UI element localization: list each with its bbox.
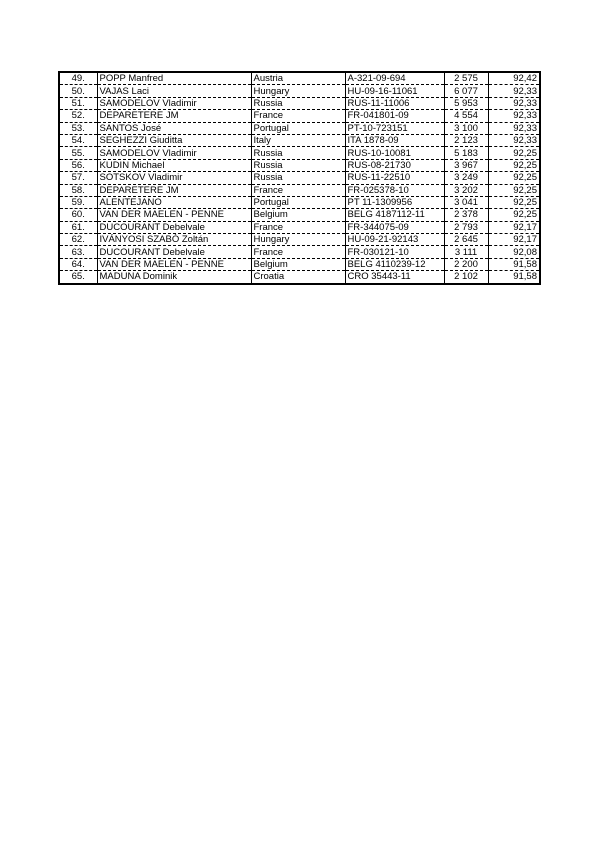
fancier-name-cell: DUCOURANT Debelvale [97, 246, 251, 258]
table-row [59, 97, 540, 109]
rank-cell: 49. [59, 72, 97, 85]
distance-cell: 3 202 [444, 184, 488, 196]
table-row [59, 110, 540, 122]
country-cell: Italy [251, 134, 345, 146]
ring-number-cell: CRO 35443-11 [345, 271, 444, 284]
rank-cell: 56. [59, 159, 97, 171]
speed-cell: 92,25 [488, 172, 540, 184]
table-row [59, 122, 540, 134]
speed-cell: 92,42 [488, 72, 540, 85]
fancier-name-cell: SAMODELOV Vladimir [97, 97, 251, 109]
ring-number-cell: RUS-11-11006 [345, 97, 444, 109]
ring-number-cell: FR-025378-10 [345, 184, 444, 196]
fancier-name-cell: IVÁNYOSI SZABÓ Zoltán [97, 234, 251, 246]
country-cell: Russia [251, 147, 345, 159]
country-cell: Belgium [251, 258, 345, 270]
rank-cell: 63. [59, 246, 97, 258]
ring-number-cell: FR-030121-10 [345, 246, 444, 258]
ring-number-cell: PT-10-723151 [345, 122, 444, 134]
fancier-name-cell: VAJAS Laci [97, 85, 251, 97]
rank-cell: 54. [59, 134, 97, 146]
ring-number-cell: RUS-10-10081 [345, 147, 444, 159]
results-table-body [59, 72, 540, 284]
country-cell: Russia [251, 159, 345, 171]
rank-cell: 53. [59, 122, 97, 134]
ring-number-cell: HU-09-16-11061 [345, 85, 444, 97]
country-cell: Russia [251, 97, 345, 109]
table-row [59, 221, 540, 233]
distance-cell: 6 077 [444, 85, 488, 97]
fancier-name-cell: SANTOS José [97, 122, 251, 134]
ring-number-cell: ITA 1878-09 [345, 134, 444, 146]
speed-cell: 92,33 [488, 134, 540, 146]
fancier-name-cell: DEPARETERE JM [97, 110, 251, 122]
ring-number-cell: RUS-08-21730 [345, 159, 444, 171]
distance-cell: 3 111 [444, 246, 488, 258]
fancier-name-cell: DEPARETERE JM [97, 184, 251, 196]
speed-cell: 92,25 [488, 159, 540, 171]
fancier-name-cell: SOTSKOV Vladimir [97, 172, 251, 184]
ring-number-cell: BELG 4110239-12 [345, 258, 444, 270]
ring-number-cell: FR-041801-09 [345, 110, 444, 122]
rank-cell: 57. [59, 172, 97, 184]
table-row [59, 209, 540, 221]
distance-cell: 2 200 [444, 258, 488, 270]
rank-cell: 50. [59, 85, 97, 97]
ring-number-cell: PT 11-1309956 [345, 196, 444, 208]
results-table [58, 71, 541, 285]
country-cell: France [251, 110, 345, 122]
speed-cell: 92,25 [488, 184, 540, 196]
distance-cell: 3 249 [444, 172, 488, 184]
table-row [59, 72, 540, 85]
ring-number-cell: A-321-09-694 [345, 72, 444, 85]
fancier-name-cell: DUCOURANT Debelvale [97, 221, 251, 233]
country-cell: Belgium [251, 209, 345, 221]
speed-cell: 92,17 [488, 221, 540, 233]
country-cell: Portugal [251, 196, 345, 208]
distance-cell: 2 378 [444, 209, 488, 221]
country-cell: Portugal [251, 122, 345, 134]
rank-cell: 51. [59, 97, 97, 109]
distance-cell: 2 123 [444, 134, 488, 146]
rank-cell: 62. [59, 234, 97, 246]
speed-cell: 92,33 [488, 110, 540, 122]
speed-cell: 92,33 [488, 85, 540, 97]
speed-cell: 92,25 [488, 147, 540, 159]
ring-number-cell: RUS-11-22510 [345, 172, 444, 184]
fancier-name-cell: SEGHEZZI Giuditta [97, 134, 251, 146]
speed-cell: 92,33 [488, 122, 540, 134]
distance-cell: 2 645 [444, 234, 488, 246]
table-row [59, 147, 540, 159]
country-cell: Croatia [251, 271, 345, 284]
distance-cell: 2 793 [444, 221, 488, 233]
fancier-name-cell: KUDIN Michael [97, 159, 251, 171]
distance-cell: 2 575 [444, 72, 488, 85]
fancier-name-cell: POPP Manfred [97, 72, 251, 85]
speed-cell: 91,58 [488, 258, 540, 270]
rank-cell: 55. [59, 147, 97, 159]
table-row [59, 271, 540, 284]
fancier-name-cell: SAMODELOV Vladimir [97, 147, 251, 159]
distance-cell: 2 102 [444, 271, 488, 284]
table-row [59, 184, 540, 196]
country-cell: France [251, 184, 345, 196]
distance-cell: 3 041 [444, 196, 488, 208]
distance-cell: 5 183 [444, 147, 488, 159]
country-cell: France [251, 221, 345, 233]
rank-cell: 65. [71, 271, 85, 283]
country-cell: Hungary [251, 85, 345, 97]
fancier-name-cell: VAN DER MAELEN - PENNE [97, 209, 251, 221]
ring-number-cell: HU-09-21-92143 [345, 234, 444, 246]
rank-cell: 61. [59, 221, 97, 233]
table-row [59, 85, 540, 97]
rank-cell: 58. [59, 184, 97, 196]
speed-cell: 92,17 [488, 234, 540, 246]
fancier-name-cell: VAN DER MAELEN - PENNE [97, 258, 251, 270]
speed-cell: 91,58 [488, 271, 540, 284]
table-row [59, 234, 540, 246]
country-cell: Hungary [251, 234, 345, 246]
country-cell: Austria [251, 72, 345, 85]
country-cell: France [251, 246, 345, 258]
rank-cell: 52. [59, 110, 97, 122]
ring-number-cell: FR-344075-09 [345, 221, 444, 233]
fancier-name-cell: ALENTEJANO [97, 196, 251, 208]
country-cell: Russia [251, 172, 345, 184]
speed-cell: 92,25 [488, 209, 540, 221]
table-row [59, 134, 540, 146]
table-row [59, 258, 540, 270]
distance-cell: 3 967 [444, 159, 488, 171]
rank-cell: 60. [59, 209, 97, 221]
table-row [59, 172, 540, 184]
distance-cell: 5 953 [444, 97, 488, 109]
ring-number-cell: BELG 4187112-11 [345, 209, 444, 221]
speed-cell: 92,08 [488, 246, 540, 258]
rank-cell: 59. [59, 196, 97, 208]
table-row [59, 159, 540, 171]
speed-cell: 92,25 [488, 196, 540, 208]
rank-cell: 64. [59, 258, 97, 270]
distance-cell: 4 554 [444, 110, 488, 122]
table-row [59, 246, 540, 258]
fancier-name-cell: MADUNA Dominik [97, 271, 251, 284]
distance-cell: 3 100 [444, 122, 488, 134]
table-row [59, 196, 540, 208]
speed-cell: 92,33 [488, 97, 540, 109]
